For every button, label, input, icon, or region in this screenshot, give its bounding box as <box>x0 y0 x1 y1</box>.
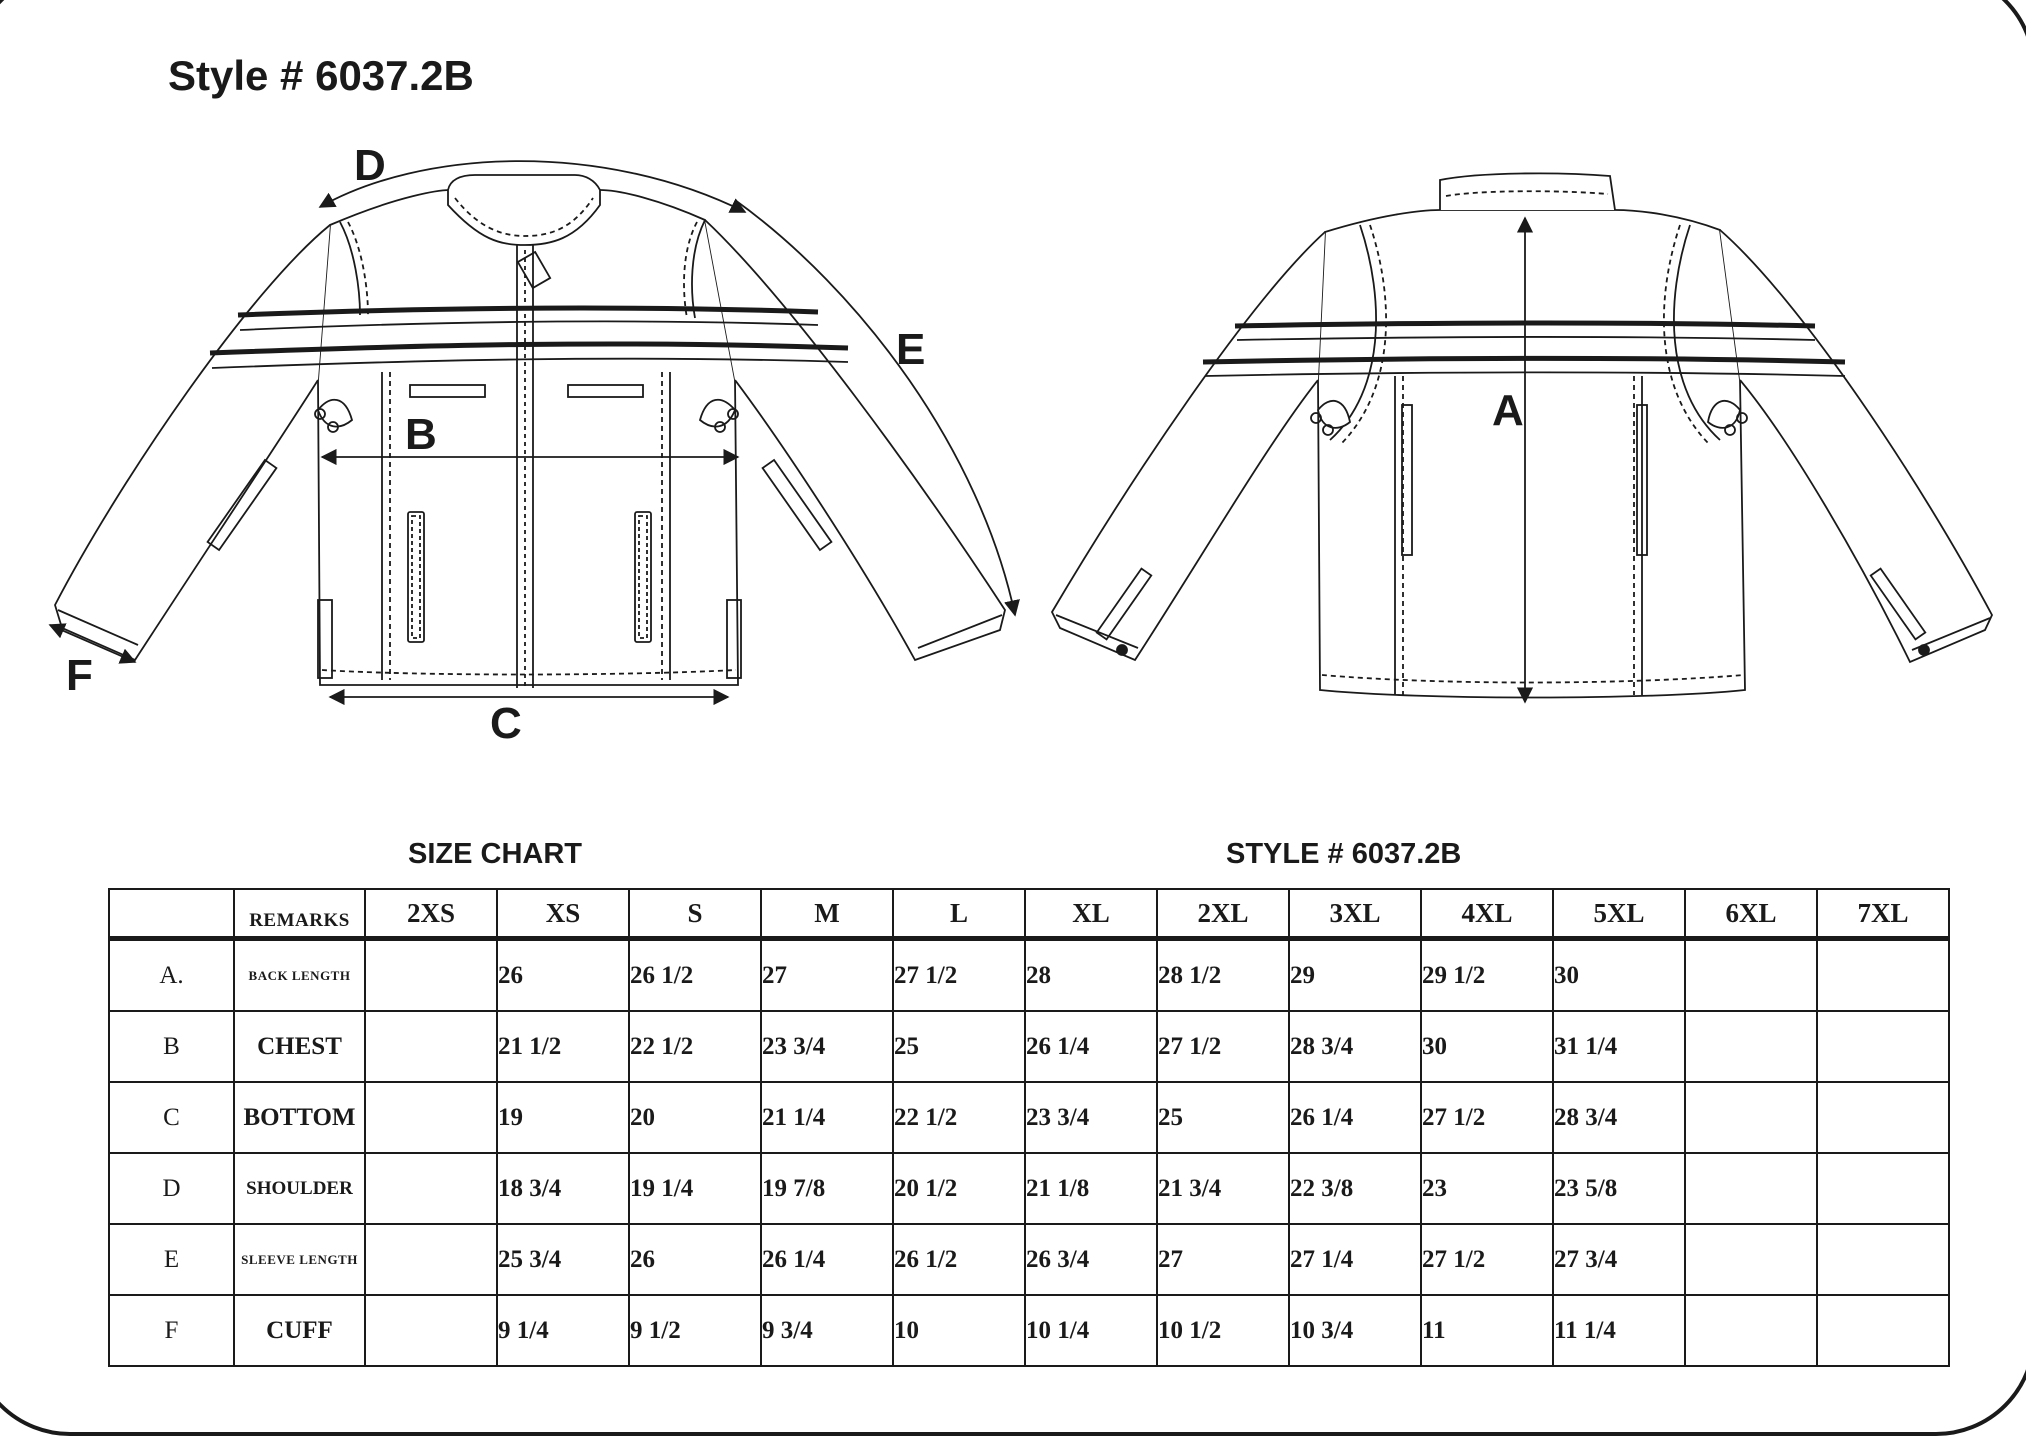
table-cell <box>365 1153 497 1224</box>
size-header-2xs: 2XS <box>365 889 497 939</box>
table-cell: 28 1/2 <box>1157 939 1289 1012</box>
table-cell: 23 3/4 <box>761 1011 893 1082</box>
size-header-xl: XL <box>1025 889 1157 939</box>
dimension-label-a: A <box>1492 386 1524 435</box>
table-cell: 23 5/8 <box>1553 1153 1685 1224</box>
table-cell: 21 1/8 <box>1025 1153 1157 1224</box>
table-cell <box>1817 1153 1949 1224</box>
table-cell: 22 3/8 <box>1289 1153 1421 1224</box>
table-cell: 28 <box>1025 939 1157 1012</box>
size-header-3xl: 3XL <box>1289 889 1421 939</box>
table-cell: 9 1/4 <box>497 1295 629 1366</box>
row-remark: BACK LENGTH <box>234 939 365 1012</box>
table-cell <box>1817 1224 1949 1295</box>
style-number-caption: STYLE # 6037.2B <box>1226 838 1462 870</box>
table-cell: 25 3/4 <box>497 1224 629 1295</box>
table-cell: 10 1/2 <box>1157 1295 1289 1366</box>
table-cell <box>1685 1153 1817 1224</box>
table-cell: 27 1/2 <box>893 939 1025 1012</box>
row-letter: D <box>109 1153 234 1224</box>
size-header-row <box>109 889 1949 939</box>
table-row-back-length <box>109 939 1949 1012</box>
table-cell <box>1817 1011 1949 1082</box>
jacket-back-view <box>1052 173 1992 697</box>
table-row-chest <box>109 1011 1949 1082</box>
table-cell: 20 1/2 <box>893 1153 1025 1224</box>
table-cell: 26 3/4 <box>1025 1224 1157 1295</box>
table-cell <box>365 1082 497 1153</box>
table-cell: 27 3/4 <box>1553 1224 1685 1295</box>
row-remark: SLEEVE LENGTH <box>234 1224 365 1295</box>
table-cell: 11 1/4 <box>1553 1295 1685 1366</box>
size-header-5xl: 5XL <box>1553 889 1685 939</box>
table-row-sleeve-length <box>109 1224 1949 1295</box>
dimension-label-f: F <box>66 651 93 700</box>
table-cell <box>365 1295 497 1366</box>
table-cell <box>365 1224 497 1295</box>
table-cell: 27 1/2 <box>1421 1082 1553 1153</box>
size-header-2xl: 2XL <box>1157 889 1289 939</box>
size-header-l: L <box>893 889 1025 939</box>
table-cell: 25 <box>893 1011 1025 1082</box>
table-cell: 27 1/4 <box>1289 1224 1421 1295</box>
table-cell: 31 1/4 <box>1553 1011 1685 1082</box>
table-cell <box>1685 1011 1817 1082</box>
table-cell: 26 <box>629 1224 761 1295</box>
table-cell: 9 1/2 <box>629 1295 761 1366</box>
table-cell: 30 <box>1421 1011 1553 1082</box>
table-cell: 18 3/4 <box>497 1153 629 1224</box>
style-title: Style # 6037.2B <box>168 52 474 99</box>
table-cell: 21 1/4 <box>761 1082 893 1153</box>
table-cell: 26 1/4 <box>1289 1082 1421 1153</box>
table-cell: 19 <box>497 1082 629 1153</box>
size-chart-table <box>108 888 1950 1367</box>
dimension-label-c: C <box>490 699 522 748</box>
table-cell: 26 <box>497 939 629 1012</box>
table-cell <box>1817 939 1949 1012</box>
row-letter: A. <box>109 939 234 1012</box>
table-cell: 26 1/2 <box>629 939 761 1012</box>
table-cell <box>1817 1082 1949 1153</box>
table-cell: 27 <box>1157 1224 1289 1295</box>
table-cell: 26 1/2 <box>893 1224 1025 1295</box>
size-header-6xl: 6XL <box>1685 889 1817 939</box>
table-row-cuff <box>109 1295 1949 1366</box>
table-cell <box>1685 1224 1817 1295</box>
table-cell: 19 1/4 <box>629 1153 761 1224</box>
table-cell <box>1817 1295 1949 1366</box>
table-cell: 27 1/2 <box>1157 1011 1289 1082</box>
row-letter: B <box>109 1011 234 1082</box>
table-cell: 22 1/2 <box>893 1082 1025 1153</box>
row-remark: SHOULDER <box>234 1153 365 1224</box>
row-letter: C <box>109 1082 234 1153</box>
table-cell: 21 1/2 <box>497 1011 629 1082</box>
row-letter: E <box>109 1224 234 1295</box>
table-cell <box>365 939 497 1012</box>
size-header-xs: XS <box>497 889 629 939</box>
table-cell: 22 1/2 <box>629 1011 761 1082</box>
table-row-bottom <box>109 1082 1949 1153</box>
table-cell <box>1685 939 1817 1012</box>
table-cell <box>1685 1082 1817 1153</box>
table-cell: 10 1/4 <box>1025 1295 1157 1366</box>
table-cell: 28 3/4 <box>1553 1082 1685 1153</box>
table-cell <box>1685 1295 1817 1366</box>
table-cell: 25 <box>1157 1082 1289 1153</box>
size-chart-caption: SIZE CHART <box>408 838 582 870</box>
table-cell: 26 1/4 <box>1025 1011 1157 1082</box>
table-cell: 19 7/8 <box>761 1153 893 1224</box>
header-blank-cell <box>109 889 234 939</box>
table-cell: 28 3/4 <box>1289 1011 1421 1082</box>
table-cell <box>365 1011 497 1082</box>
row-letter: F <box>109 1295 234 1366</box>
size-header-7xl: 7XL <box>1817 889 1949 939</box>
table-cell: 21 3/4 <box>1157 1153 1289 1224</box>
row-remark: CHEST <box>234 1011 365 1082</box>
table-cell: 23 3/4 <box>1025 1082 1157 1153</box>
row-remark: CUFF <box>234 1295 365 1366</box>
dimension-label-e: E <box>896 325 926 374</box>
table-cell: 11 <box>1421 1295 1553 1366</box>
table-cell: 10 <box>893 1295 1025 1366</box>
row-remark: BOTTOM <box>234 1082 365 1153</box>
dimension-label-d: D <box>354 141 386 190</box>
table-row-shoulder <box>109 1153 1949 1224</box>
dimension-label-b: B <box>405 410 437 459</box>
table-cell: 26 1/4 <box>761 1224 893 1295</box>
size-header-s: S <box>629 889 761 939</box>
jacket-front-view <box>55 175 1005 688</box>
table-cell: 9 3/4 <box>761 1295 893 1366</box>
table-cell: 30 <box>1553 939 1685 1012</box>
size-header-m: M <box>761 889 893 939</box>
size-header-4xl: 4XL <box>1421 889 1553 939</box>
remarks-header: REMARKS <box>234 889 365 939</box>
table-cell: 27 <box>761 939 893 1012</box>
table-cell: 20 <box>629 1082 761 1153</box>
table-cell: 29 <box>1289 939 1421 1012</box>
table-cell: 29 1/2 <box>1421 939 1553 1012</box>
table-cell: 10 3/4 <box>1289 1295 1421 1366</box>
table-cell: 27 1/2 <box>1421 1224 1553 1295</box>
table-cell: 23 <box>1421 1153 1553 1224</box>
